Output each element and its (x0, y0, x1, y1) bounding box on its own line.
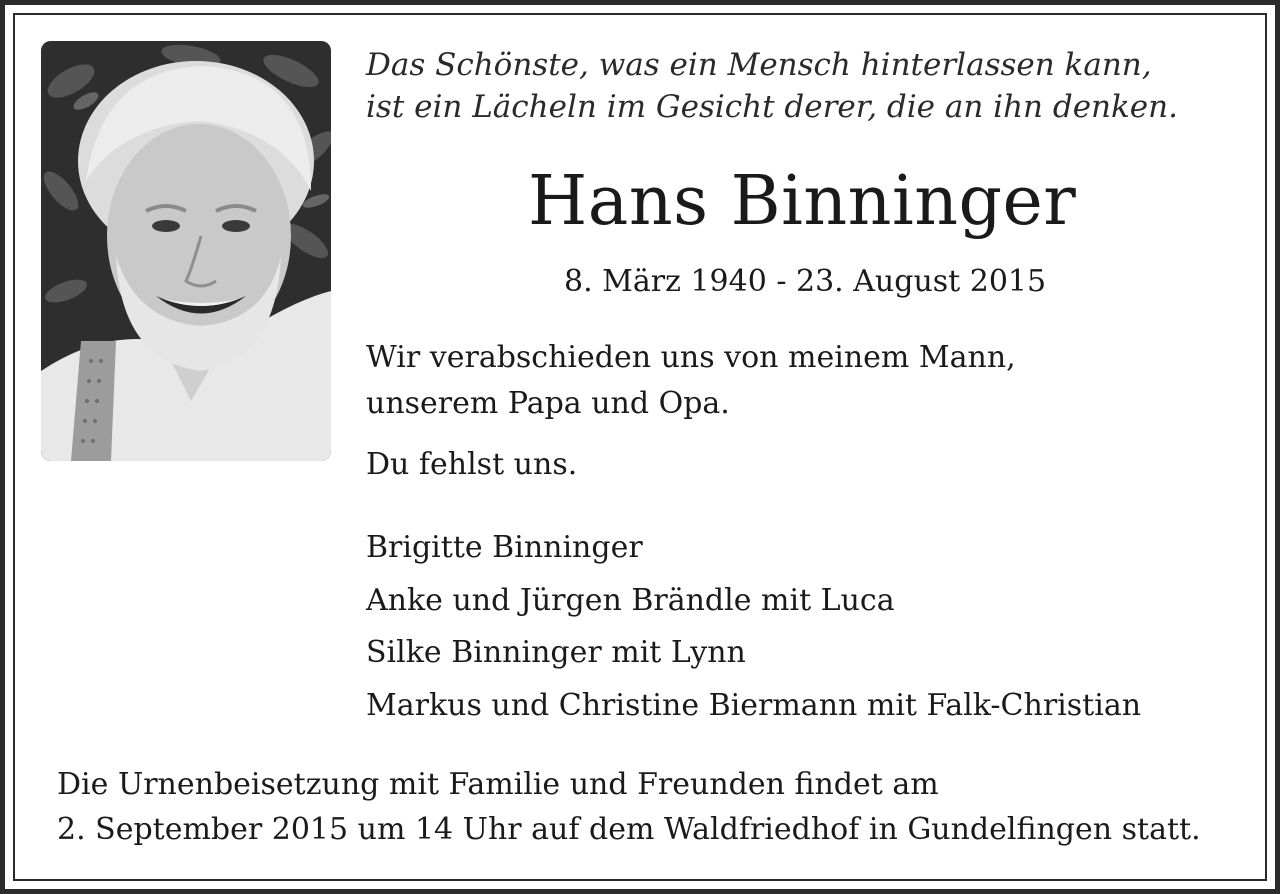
mourner-entry: Markus und Christine Biermann mit Falk-Christian (366, 687, 1142, 723)
mourners-list (366, 522, 1141, 732)
quote-line-1: Das Schönste, was ein Mensch hinterlassen kann, (366, 47, 1152, 83)
farewell-message (366, 335, 1016, 427)
deceased-name: Hans Binninger (528, 162, 1077, 241)
mourner-entry: Brigitte Binninger (366, 530, 643, 565)
burial-line-2: 2. September 2015 um 14 Uhr auf dem Waldfriedhof in Gundelfingen statt. (57, 812, 1201, 847)
life-dates: 8. März 1940 - 23. August 2015 (564, 264, 1047, 299)
burial-notice (57, 762, 1201, 852)
quote (366, 44, 1246, 128)
portrait-photo (41, 41, 331, 461)
farewell-line-1: Wir verabschieden uns von meinem Mann, (366, 340, 1016, 375)
short-message: Du fehlst uns. (366, 447, 578, 482)
mourner-entry: Silke Binninger mit Lynn (366, 635, 746, 670)
farewell-line-2: unserem Papa und Opa. (366, 386, 730, 421)
quote-line-2: ist ein Lächeln im Gesicht derer, die an ihn denken. (366, 89, 1178, 125)
mourner-entry: Anke und Jürgen Brändle mit Luca (366, 582, 895, 618)
burial-line-1: Die Urnenbeisetzung mit Familie und Freunden findet am (57, 767, 939, 802)
